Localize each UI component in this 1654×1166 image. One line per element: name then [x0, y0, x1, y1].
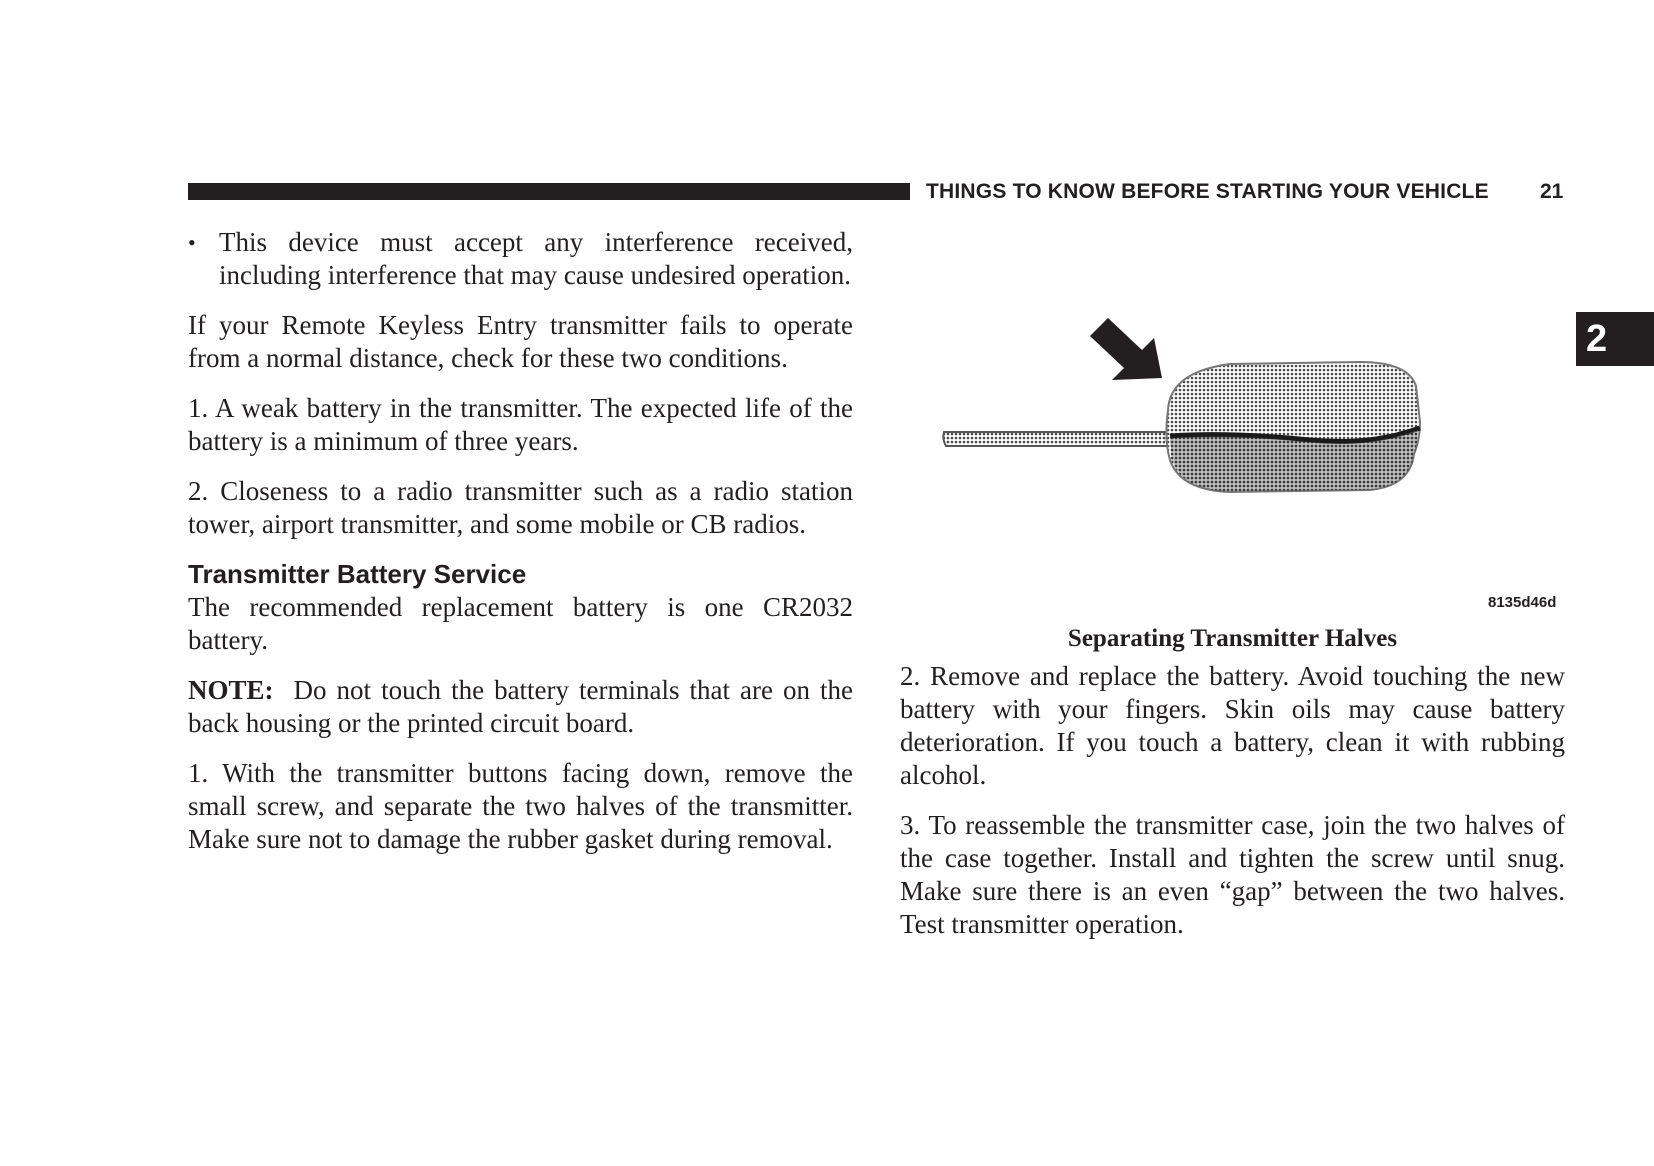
- key-blade: [943, 432, 1170, 446]
- right-column: [900, 660, 1565, 958]
- condition-2-paragraph: 2. Closeness to a radio transmitter such as a radio station tower, airport transmitter, and some mobile or CB radios.: [188, 476, 853, 539]
- left-column: [188, 226, 853, 873]
- step-3-paragraph: 3. To reassemble the transmitter case, join the two halves of the case together. Install and tighten the screw until snug. Make sure there is an even “gap” between the two halves. Test transmitter operation.: [900, 810, 1565, 939]
- note-paragraph: [188, 674, 853, 740]
- section-heading: Transmitter Battery Service: [188, 559, 527, 589]
- note-text: Do not touch the battery terminals that are on the back housing or the printed circuit board.: [188, 675, 853, 738]
- figure-code: 8135d46d: [1488, 594, 1557, 611]
- figure-caption: Separating Transmitter Halves: [1067, 625, 1398, 652]
- page-number: 21: [1540, 180, 1564, 203]
- bullet-icon: •: [188, 230, 196, 255]
- section-title: THINGS TO KNOW BEFORE STARTING YOUR VEHICLE: [926, 180, 1489, 203]
- note-label: NOTE:: [188, 675, 274, 705]
- step-2-paragraph: 2. Remove and replace the battery. Avoid touching the new battery with your fingers. Skin oils may cause battery deterioration. If you touch a battery, clean it with rubbing alcohol.: [900, 661, 1565, 790]
- header-rule: [188, 183, 910, 200]
- key-fob-with-arrow-icon: [930, 300, 1510, 510]
- arrow-icon: [1090, 318, 1162, 380]
- intro-paragraph: If your Remote Keyless Entry transmitter fails to operate from a normal distance, check for these two conditions.: [188, 310, 853, 373]
- bullet-item: [188, 226, 853, 292]
- condition-1-paragraph: 1. A weak battery in the transmitter. The expected life of the battery is a minimum of three years.: [188, 393, 853, 456]
- battery-paragraph: The recommended replacement battery is one CR2032 battery.: [188, 592, 853, 655]
- bullet-text: This device must accept any interference received, including interference that may cause undesired operation.: [219, 227, 853, 290]
- chapter-tab: 2: [1576, 312, 1654, 366]
- step-1-paragraph: 1. With the transmitter buttons facing down, remove the small screw, and separate the two halves of the transmitter. Make sure not to damage the rubber gasket during removal.: [188, 758, 853, 854]
